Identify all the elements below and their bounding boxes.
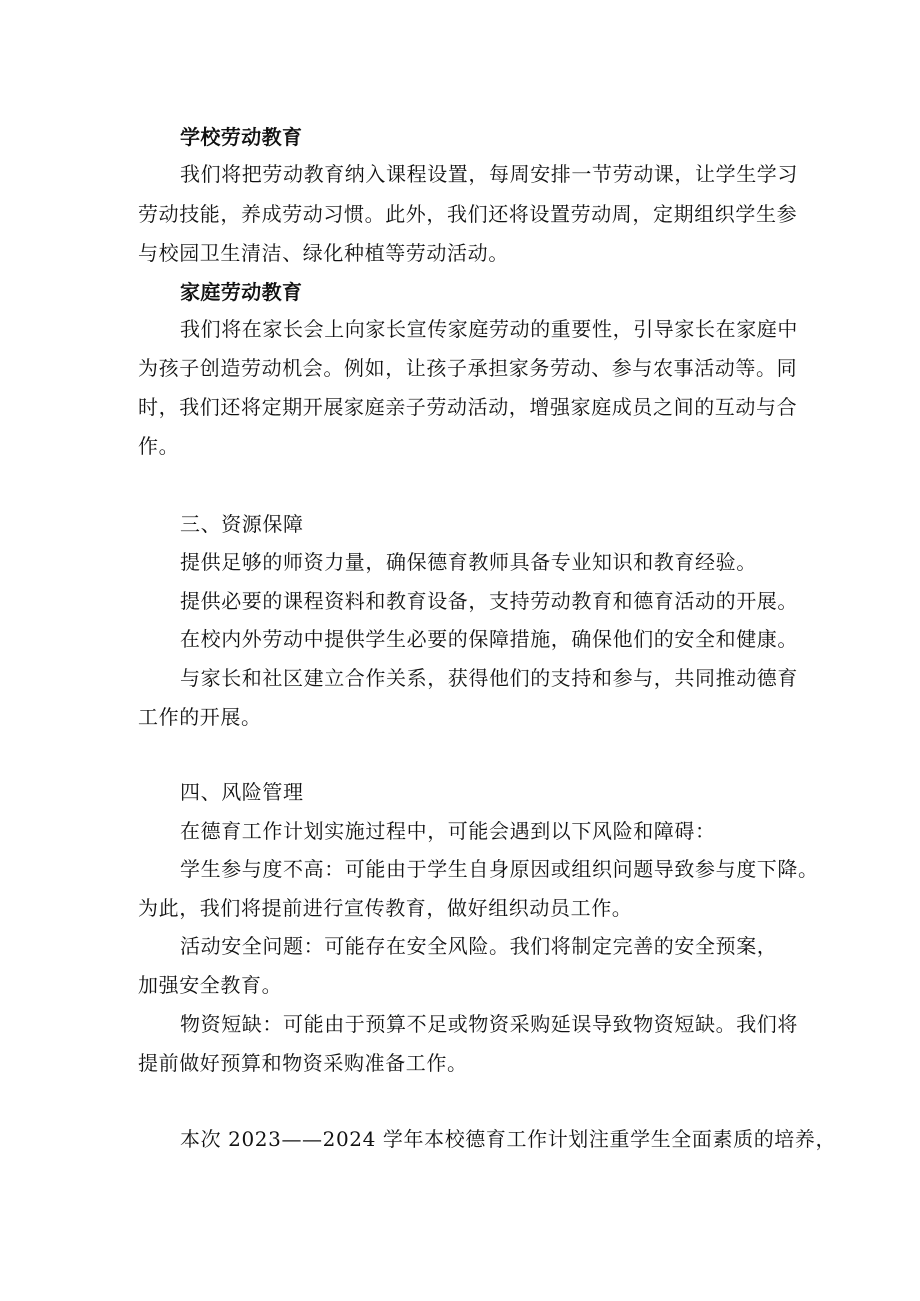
- paragraph-line: 为此，我们将提前进行宣传教育，做好组织动员工作。: [138, 896, 633, 920]
- paragraph-line: 在德育工作计划实施过程中，可能会遇到以下风险和障碍：: [180, 819, 716, 843]
- section-heading-risk: 四、风险管理: [180, 780, 304, 804]
- paragraph-line: 提前做好预算和物资采购准备工作。: [138, 1051, 468, 1075]
- paragraph-line: 物资短缺：可能由于预算不足或物资采购延误导致物资短缺。我们将: [180, 1012, 798, 1036]
- paragraph-line: 我们将把劳动教育纳入课程设置，每周安排一节劳动课，让学生学习: [180, 162, 798, 186]
- paragraph-line: 为孩子创造劳动机会。例如，让孩子承担家务劳动、参与农事活动等。同: [138, 356, 798, 380]
- section-heading-resources: 三、资源保障: [180, 512, 304, 536]
- paragraph-line: 作。: [138, 434, 180, 458]
- paragraph-line: 与家长和社区建立合作关系，获得他们的支持和参与，共同推动德育: [180, 666, 798, 690]
- paragraph-line: 提供必要的课程资料和教育设备，支持劳动教育和德育活动的开展。: [180, 589, 798, 613]
- paragraph-line: 提供足够的师资力量，确保德育教师具备专业知识和教育经验。: [180, 550, 757, 574]
- section-heading-family-labor: 家庭劳动教育: [180, 280, 303, 304]
- paragraph-line: 我们将在家长会上向家长宣传家庭劳动的重要性，引导家长在家庭中: [180, 317, 798, 341]
- paragraph-line: 学生参与度不高：可能由于学生自身原因或组织问题导致参与度下降。: [180, 857, 819, 881]
- paragraph-line: 劳动技能，养成劳动习惯。此外，我们还将设置劳动周，定期组织学生参: [138, 202, 798, 226]
- paragraph-line: 在校内外劳动中提供学生必要的保障措施，确保他们的安全和健康。: [180, 627, 798, 651]
- closing-paragraph-line: 本次 2023——2024 学年本校德育工作计划注重学生全面素质的培养，: [180, 1127, 837, 1151]
- paragraph-line: 时，我们还将定期开展家庭亲子劳动活动，增强家庭成员之间的互动与合: [138, 395, 798, 419]
- paragraph-line: 活动安全问题：可能存在安全风险。我们将制定完善的安全预案，: [180, 934, 778, 958]
- paragraph-line: 与校园卫生清洁、绿化种植等劳动活动。: [138, 241, 509, 265]
- paragraph-line: 工作的开展。: [138, 705, 262, 729]
- paragraph-line: 加强安全教育。: [138, 973, 283, 997]
- section-heading-school-labor: 学校劳动教育: [180, 125, 303, 149]
